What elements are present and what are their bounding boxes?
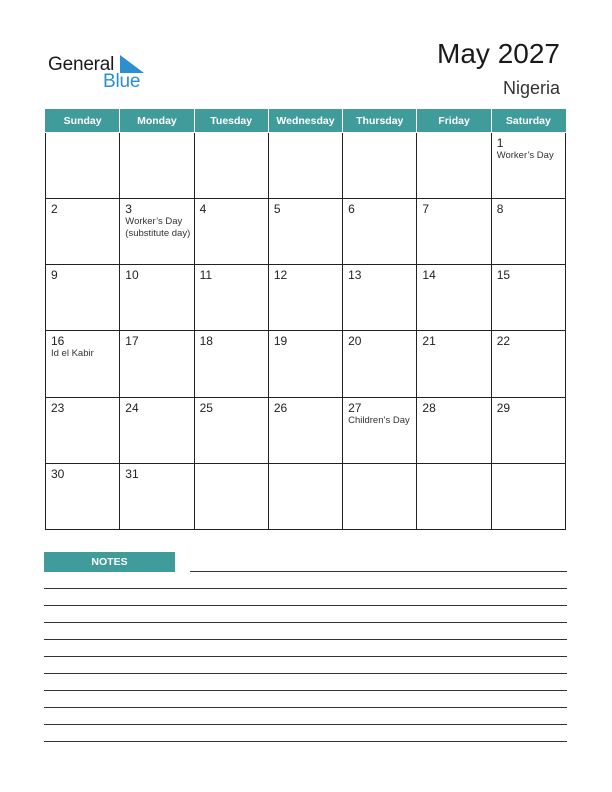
day-cell xyxy=(268,265,342,331)
day-cell xyxy=(46,199,120,265)
day-cell xyxy=(491,331,565,397)
brand-logo-text-general: General xyxy=(48,54,115,75)
day-cell xyxy=(417,265,491,331)
day-number: 30 xyxy=(51,466,65,481)
day-number: 22 xyxy=(496,334,511,349)
day-number: 6 xyxy=(348,202,355,217)
day-cell xyxy=(120,463,194,529)
day-cell xyxy=(120,199,194,265)
day-number: 10 xyxy=(125,268,139,283)
week-row xyxy=(46,397,566,463)
note-line xyxy=(44,639,567,640)
day-number: 26 xyxy=(273,400,288,415)
day-number: 15 xyxy=(496,268,511,283)
day-cell xyxy=(268,133,342,199)
day-cell xyxy=(194,265,268,331)
week-row xyxy=(46,463,566,529)
day-number: 5 xyxy=(273,202,281,217)
day-number: 31 xyxy=(125,466,139,481)
note-line xyxy=(44,588,567,589)
day-number: 27 xyxy=(348,400,362,415)
week-row xyxy=(46,331,566,397)
day-cell xyxy=(417,331,491,397)
calendar-title: May 2027 xyxy=(437,38,560,69)
day-number: 24 xyxy=(125,400,139,415)
day-number: 23 xyxy=(51,400,65,415)
day-cell xyxy=(417,463,491,529)
day-cell xyxy=(491,199,565,265)
day-cell xyxy=(491,133,565,199)
weekday-header: Friday xyxy=(417,110,491,133)
day-number: 18 xyxy=(199,334,213,349)
day-number: 29 xyxy=(496,400,511,415)
day-number: 2 xyxy=(51,202,58,217)
weekday-header: Monday xyxy=(120,110,194,133)
holiday-label: Worker’s Day xyxy=(496,150,554,161)
day-number: 8 xyxy=(496,202,504,217)
day-cell xyxy=(268,199,342,265)
day-cell xyxy=(46,331,120,397)
day-number: 9 xyxy=(51,268,58,283)
calendar-country: Nigeria xyxy=(502,78,560,98)
day-cell xyxy=(194,331,268,397)
day-cell xyxy=(417,397,491,463)
day-cell xyxy=(120,397,194,463)
day-number: 4 xyxy=(199,202,207,217)
note-line xyxy=(44,673,567,674)
weekday-header: Sunday xyxy=(46,110,120,133)
brand-logo xyxy=(48,52,158,92)
holiday-label: Children’s Day xyxy=(348,414,410,426)
day-cell xyxy=(46,133,120,199)
notes-label: NOTES xyxy=(44,552,175,572)
day-cell xyxy=(343,199,417,265)
day-number: 11 xyxy=(199,268,213,283)
brand-logo-text-blue: Blue xyxy=(103,71,141,92)
week-row xyxy=(46,133,566,199)
note-line xyxy=(44,724,567,725)
day-number: 25 xyxy=(199,400,213,415)
day-cell xyxy=(120,265,194,331)
note-line xyxy=(44,622,567,623)
weekday-header: Wednesday xyxy=(268,110,342,133)
day-cell xyxy=(120,331,194,397)
week-row xyxy=(46,199,566,265)
day-number: 17 xyxy=(125,334,139,349)
day-number: 12 xyxy=(273,268,288,283)
day-cell xyxy=(46,265,120,331)
day-cell xyxy=(343,331,417,397)
holiday-label: Id el Kabir xyxy=(51,348,94,360)
weekday-header: Saturday xyxy=(491,110,565,133)
day-cell xyxy=(120,133,194,199)
day-number: 1 xyxy=(496,136,504,150)
day-cell xyxy=(46,463,120,529)
day-cell xyxy=(417,199,491,265)
day-cell xyxy=(194,199,268,265)
note-line xyxy=(44,690,567,691)
weekday-header-row xyxy=(46,110,566,133)
day-cell xyxy=(491,463,565,529)
day-number: 3 xyxy=(125,202,132,217)
note-line xyxy=(190,571,567,572)
day-cell xyxy=(343,463,417,529)
day-cell xyxy=(343,133,417,199)
day-cell xyxy=(46,397,120,463)
weekday-header: Tuesday xyxy=(194,110,268,133)
day-number: 19 xyxy=(273,334,288,349)
day-cell xyxy=(417,133,491,199)
day-cell xyxy=(491,265,565,331)
weekday-header: Thursday xyxy=(343,110,417,133)
note-line xyxy=(44,741,567,742)
day-number: 28 xyxy=(422,400,436,415)
day-cell xyxy=(194,463,268,529)
calendar-grid xyxy=(45,109,566,530)
day-cell xyxy=(268,331,342,397)
day-number: 13 xyxy=(348,268,362,283)
day-cell xyxy=(491,397,565,463)
day-cell xyxy=(194,133,268,199)
holiday-label: Worker’s Day (substitute day) xyxy=(125,216,191,240)
day-number: 14 xyxy=(422,268,436,283)
day-cell xyxy=(194,397,268,463)
note-line xyxy=(44,605,567,606)
day-cell xyxy=(343,397,417,463)
day-number: 20 xyxy=(348,334,362,349)
note-line xyxy=(44,707,567,708)
day-cell xyxy=(268,463,342,529)
day-number: 7 xyxy=(422,202,430,217)
day-cell xyxy=(268,397,342,463)
day-number: 16 xyxy=(51,334,65,349)
note-line xyxy=(44,656,567,657)
day-number: 21 xyxy=(422,334,436,349)
day-cell xyxy=(343,265,417,331)
week-row xyxy=(46,265,566,331)
